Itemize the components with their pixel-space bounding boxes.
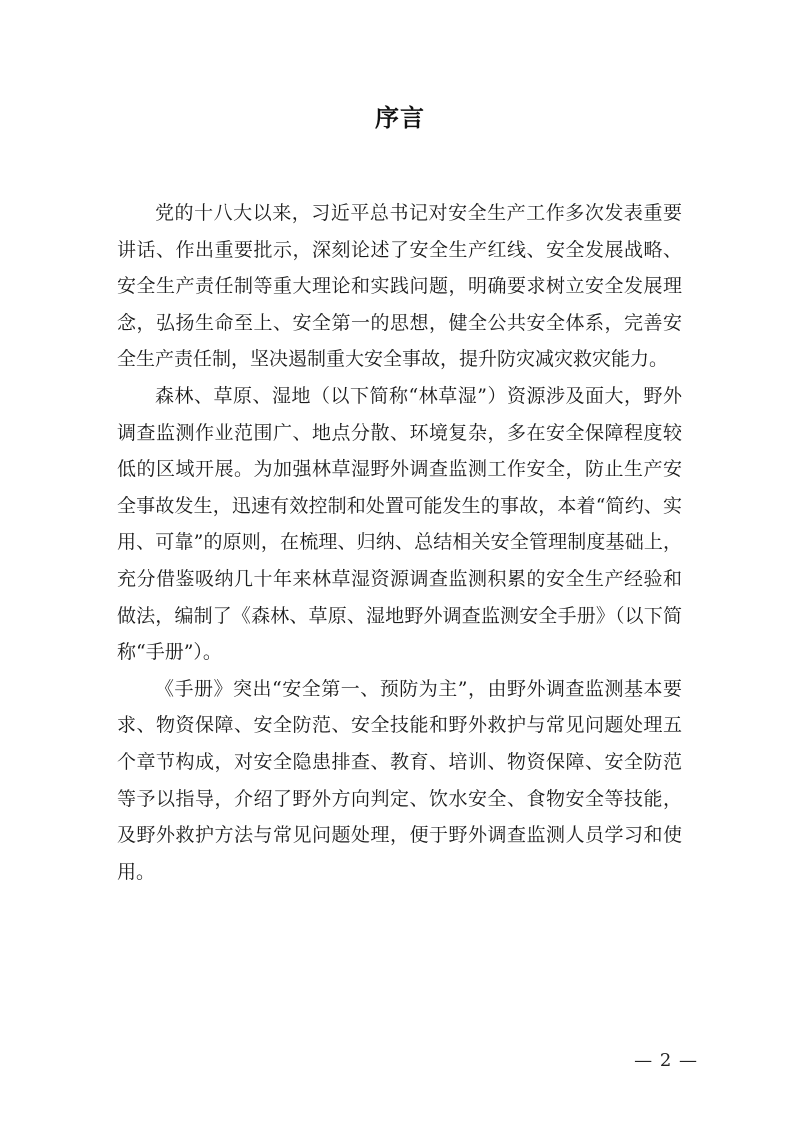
paragraph: 《手册》突出“安全第一、预防为主”，由野外调查监测基本要求、物资保障、安全防范、安全技能和野外救护与常见问题处理五个章节构成，对安全隐患排查、教育、培训、物资保障、安全防范等予以指导，介绍了野外方向判定、饮水安全、食物安全等技能，及野外救护方法与常见问题处理，便于野外调查监测人员学习和使用。 xyxy=(117,677,682,883)
paragraph: 党的十八大以来，习近平总书记对安全生产工作多次发表重要讲话、作出重要批示，深刻论述了安全生产红线、安全发展战略、安全生产责任制等重大理论和实践问题，明确要求树立安全发展理念，弘扬生命至上、安全第一的思想，健全公共安全体系，完善安全生产责任制，坚决遏制重大安全事故，提升防灾减灾救灾能力。 xyxy=(117,202,682,371)
page-number: — 2 — xyxy=(634,1050,698,1071)
paragraph: 森林、草原、湿地（以下简称“林草湿”）资源涉及面大，野外调查监测作业范围广、地点分散、环境复杂，多在安全保障程度较低的区域开展。为加强林草湿野外调查监测工作安全，防止生产安全事故发生，迅速有效控制和处置可能发生的事故，本着“简约、实用、可靠”的原则，在梳理、归纳、总结相关安全管理制度基础上，充分借鉴吸纳几十年来林草湿资源调查监测积累的安全生产经验和做法，编制了《森林、草原、湿地野外调查监测安全手册》（以下简称“手册”）。 xyxy=(117,384,682,664)
document-body xyxy=(117,195,682,890)
document-title: 序言 xyxy=(375,104,425,132)
